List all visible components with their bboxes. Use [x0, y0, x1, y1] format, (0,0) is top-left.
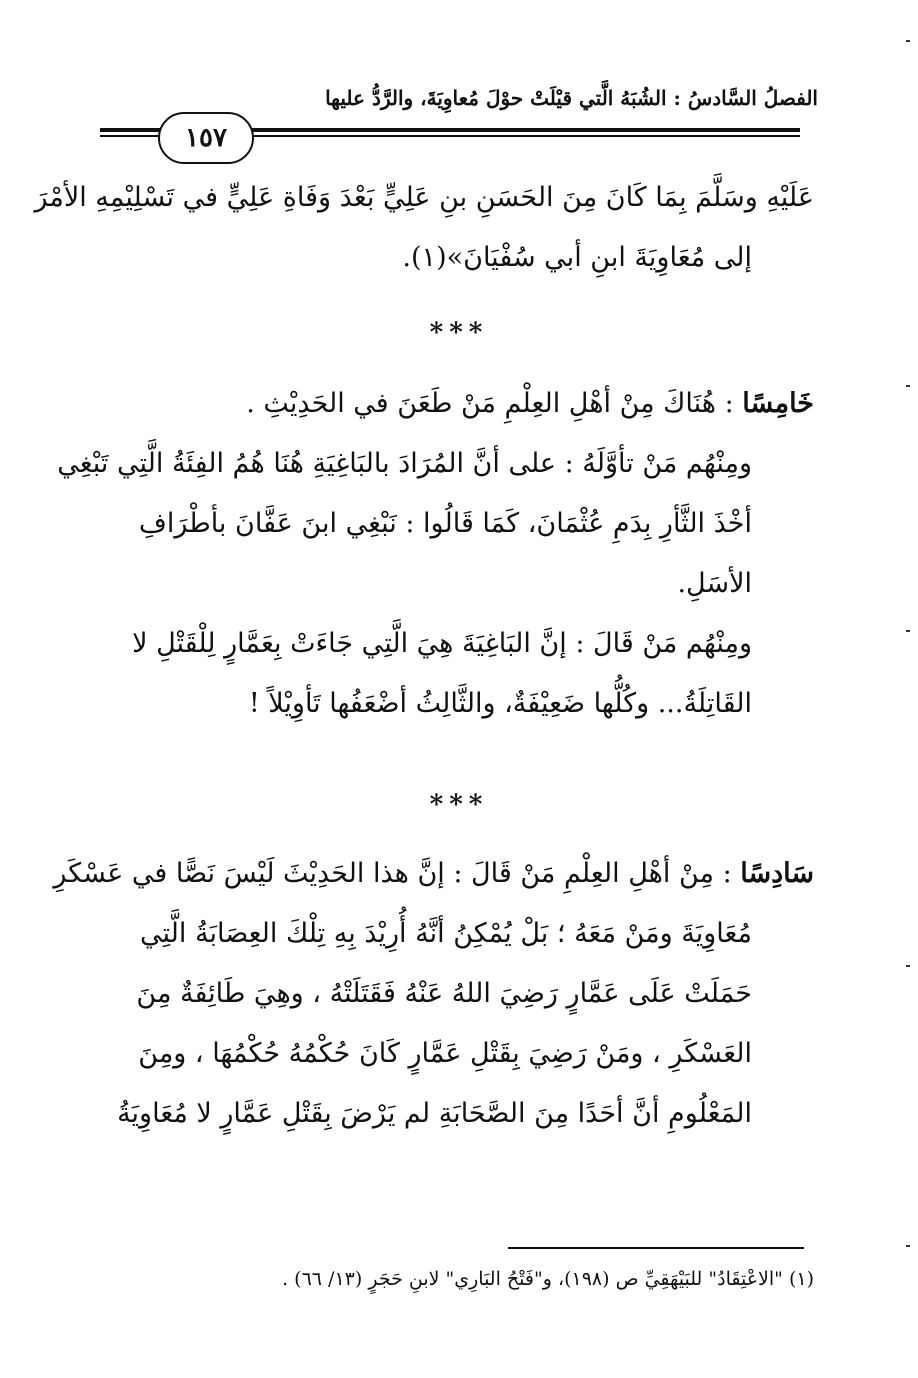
text-line: إلى مُعَاوِيَةَ ابنِ أبي سُفْيَانَ»(١).: [402, 242, 752, 273]
paragraph-continuation: [34, 168, 814, 288]
text-line: أخْذَ الثَّأرِ بِدَمِ عُثْمَانَ، كَمَا قَالُوا : نَبْغِي ابنَ عَفَّانَ بأطْرَافِ: [138, 508, 752, 539]
scan-speck: [906, 385, 910, 387]
scan-speck: [906, 40, 910, 42]
scan-speck: [906, 630, 910, 632]
section-fifth: [57, 374, 814, 734]
text-line: ومِنْهُم مَنْ تأوَّلَهُ : على أنَّ المُرَادَ بالبَاغِيَةِ هُنَا هُمُ الفِئَةُ الَّتِي تَبْغِي: [57, 448, 752, 479]
scan-speck: [906, 1245, 910, 1247]
text-line: القَاتِلَةُ... وكُلُّها ضَعِيْفَةٌ، والثَّالِثُ أضْعَفُها تَأوِيْلاً !: [248, 688, 752, 719]
text-line: مُعَاوِيَةَ ومَنْ مَعَهُ ؛ بَلْ يُمْكِنُ أنَّهُ أُرِيْدَ بِهِ تِلْكَ العِصَابَةُ الَّتِي: [140, 918, 752, 949]
scan-speck: [906, 965, 910, 967]
section-lead: سَادِسًا: [740, 858, 814, 889]
section-heading-line: [114, 374, 814, 434]
page-number-text: ١٥٧: [185, 123, 227, 153]
text-line: ومِنْهُم مَنْ قَالَ : إنَّ البَاغِيَةَ هِيَ الَّتِي جَاءَتْ بِعَمَّارٍ لِلْقَتْلِ لا: [132, 628, 752, 659]
section-lead-rest: : مِنْ أهْلِ العِلْمِ مَنْ قَالَ : إنَّ هذا الحَدِيْثَ لَيْسَ نَصًّا في عَسْكَرِ: [53, 858, 741, 889]
section-separator: ***: [429, 790, 489, 820]
running-header: الفصلُ السَّادسُ : الشُبَهُ الَّتي قيْلَتْ حوْلَ مُعاوِيَةَ، والرَّدُّ عليها: [325, 86, 818, 110]
text-line: عَلَيْهِ وسَلَّمَ بِمَا كَانَ مِنَ الحَسَنِ بنِ عَلِيٍّ بَعْدَ وَفَاةِ عَلِيٍّ في تَسْلِيْمِهِ الأمْرَ: [34, 182, 814, 213]
section-lead: خَامِسًا: [742, 388, 814, 419]
text-line: العَسْكَرِ ، ومَنْ رَضِيَ بِقَتْلِ عَمَّارٍ كَانَ حُكْمُهُ حُكْمُهَا ، ومِنَ: [138, 1038, 752, 1069]
text-line: الأسَلِ.: [677, 568, 752, 599]
section-sixth: [53, 844, 814, 1144]
footnote: (١) "الاعْتِقَادُ" للبَيْهَقِيِّ ص (١٩٨)، و"فَتْحُ البَارِي" لابنِ حَجَرٍ (١٣/ ٦٦) .: [282, 1268, 814, 1290]
section-separator: ***: [429, 318, 489, 348]
section-lead-rest: : هُنَاكَ مِنْ أهْلِ العِلْمِ مَنْ طَعَنَ في الحَدِيْثِ .: [246, 388, 743, 419]
text-line: حَمَلَتْ عَلَى عَمَّارٍ رَضِيَ اللهُ عَنْهُ فَقَتَلَتْهُ ، وهِيَ طَائِفَةٌ مِنَ: [136, 978, 752, 1009]
section-heading-line: [53, 844, 814, 904]
text-line: المَعْلُومِ أنَّ أحَدًا مِنَ الصَّحَابَةِ لم يَرْضَ بِقَتْلِ عَمَّارٍ لا مُعَاوِيَةُ: [117, 1098, 752, 1129]
page-number: [158, 112, 254, 164]
footnote-rule: [508, 1247, 804, 1249]
